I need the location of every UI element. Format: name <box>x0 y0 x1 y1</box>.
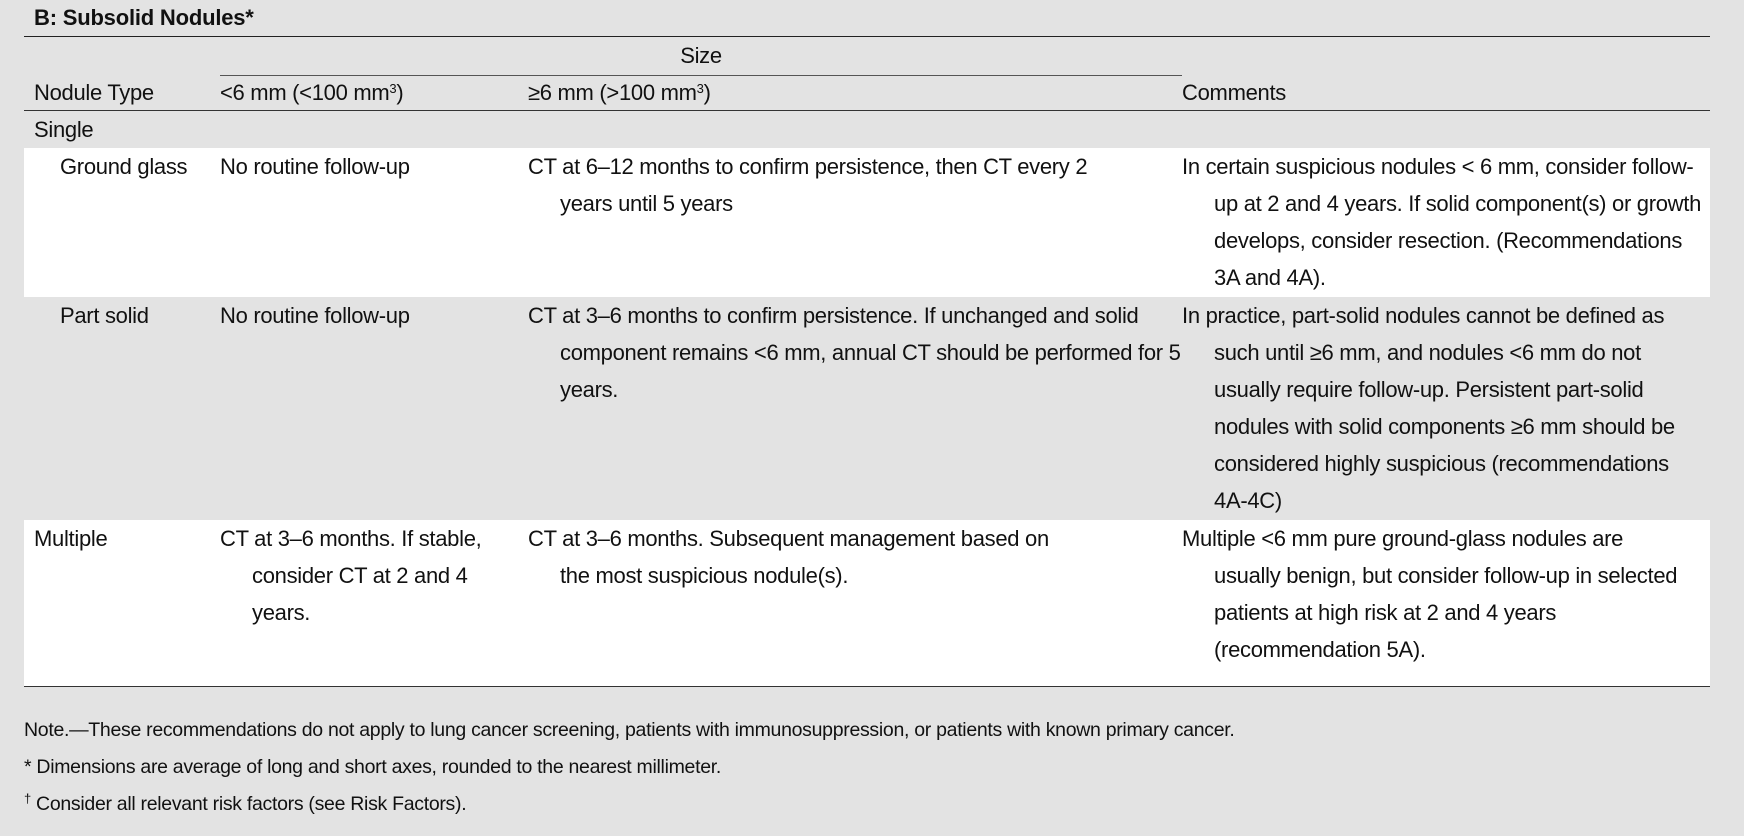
row-large: CT at 3–6 months. Subsequent management based on the most suspicious nodule(s). <box>528 520 1182 686</box>
table-row <box>24 297 1710 520</box>
dagger-mark: † <box>24 791 31 806</box>
row-large: CT at 6–12 months to confirm persistence, then CT every 2 years until 5 years <box>528 148 1182 297</box>
row-comments: In certain suspicious nodules < 6 mm, consider follow-up at 2 and 4 years. If solid component(s) or growth develops, consider resection. (Recommendations 3A and 4A). <box>1182 148 1710 297</box>
note-risk: † Consider all relevant risk factors (see Risk Factors). <box>24 791 467 815</box>
size-group-header: Size <box>220 37 1182 76</box>
table-notes <box>24 712 1235 823</box>
section-row-single <box>24 111 1710 149</box>
table-row <box>24 148 1710 297</box>
col-header-comments: Comments <box>1182 76 1710 111</box>
row-comments: In practice, part-solid nodules cannot be defined as such until ≥6 mm, and nodules <6 mm do not usually require follow-up. Persistent part-solid nodules with solid components ≥6 mm should be considered highly suspicious (recommendations 4A-4C) <box>1182 297 1710 520</box>
note-general: Note.—These recommendations do not apply to lung cancer screening, patients with immunosuppression, or patients with known primary cancer. <box>24 719 1235 741</box>
size-header-row <box>24 37 1710 76</box>
row-small: CT at 3–6 months. If stable, consider CT at 2 and 4 years. <box>220 520 528 686</box>
subsolid-nodules-table-panel <box>24 0 1710 687</box>
row-type: Multiple <box>24 520 220 686</box>
bottom-rule <box>24 686 1710 687</box>
row-type: Part solid <box>24 297 220 520</box>
recommendations-table <box>24 37 1710 687</box>
col-header-nodule-type: Nodule Type <box>24 76 220 111</box>
column-header-row <box>24 76 1710 111</box>
note-dimensions: * Dimensions are average of long and short axes, rounded to the nearest millimeter. <box>24 756 722 778</box>
section-label-single: Single <box>24 111 1710 149</box>
row-type: Ground glass <box>24 148 220 297</box>
row-large: CT at 3–6 months to confirm persistence. If unchanged and solid component remains <6 mm, annual CT should be performed for 5 years. <box>528 297 1182 520</box>
table-row <box>24 520 1710 686</box>
row-small: No routine follow-up <box>220 148 528 297</box>
table-title: B: Subsolid Nodules* <box>24 0 1710 37</box>
bottom-rule-row <box>24 686 1710 687</box>
row-small: No routine follow-up <box>220 297 528 520</box>
row-comments: Multiple <6 mm pure ground-glass nodules are usually benign, but consider follow-up in selected patients at high risk at 2 and 4 years (recommendation 5A). <box>1182 520 1710 686</box>
col-header-small: <6 mm (<100 $mm^3$) <box>220 76 528 111</box>
col-header-large: ≥6 mm (>100 $mm^3$) <box>528 76 1182 111</box>
